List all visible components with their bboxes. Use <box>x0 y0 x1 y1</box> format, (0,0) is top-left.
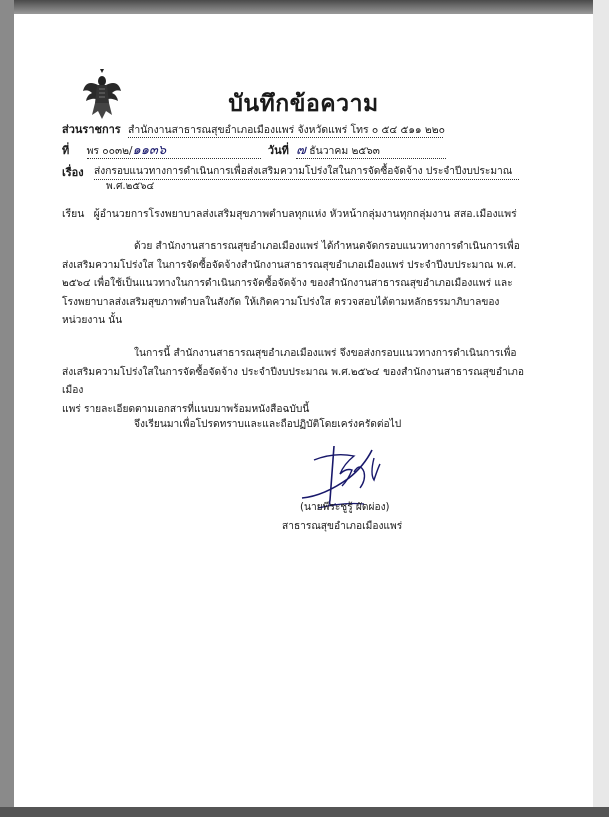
scan-edge-left <box>0 0 14 817</box>
signer-position: สาธารณสุขอำเภอเมืองแพร่ <box>282 521 403 532</box>
to-value: ผู้อำนวยการโรงพยาบาลส่งเสริมสุขภาพตำบลทุกแห่ง หัวหน้ากลุ่มงานทุกกลุ่มงาน สสอ.เมืองแพร่ <box>93 208 517 220</box>
agency-label: ส่วนราชการ <box>62 123 121 136</box>
ref-number: ๑๑๓๖ <box>132 143 167 158</box>
memo-page <box>14 14 593 807</box>
p1-line: ส่งเสริมความโปร่งใส ในการจัดซื้อจัดจ้างสำนักงานสาธารณสุขอำเภอเมืองแพร่ ประจำปีงบประมาณ พ.ศ. <box>62 259 517 271</box>
signer-name: (นายพีระชูรู้ ผัดผ่อง) <box>300 502 390 513</box>
to-label: เรียน <box>62 208 85 220</box>
date-label: วันที่ <box>267 144 289 157</box>
memo-title: บันทึกข้อความ <box>228 91 379 117</box>
p1-line: ด้วย สำนักงานสาธารณสุขอำเภอเมืองแพร่ ได้กำหนดจัดกรอบแนวทางการดำเนินการเพื่อ <box>134 241 520 252</box>
date-field <box>296 144 446 159</box>
date-rest: ธันวาคม ๒๕๖๓ <box>309 145 380 157</box>
date-day: ๗ <box>296 143 306 158</box>
paragraph-3: จึงเรียนมาเพื่อโปรดทราบและและถือปฏิบัติโดยเคร่งครัดต่อไป <box>134 419 402 430</box>
ref-date-row <box>62 144 446 159</box>
p1-line: ๒๕๖๔ เพื่อใช้เป็นแนวทางในการดำเนินการจัดซื้อจัดจ้าง ของสำนักงานสาธารณสุขอำเภอเมืองแพร่ และ <box>62 278 513 289</box>
ref-field <box>87 144 261 159</box>
p1-line: หน่วยงาน นั้น <box>62 315 123 326</box>
agency-value: สำนักงานสาธารณสุขอำเภอเมืองแพร่ จังหวัดแพร่ โทร ๐ ๕๔ ๕๑๑ ๒๒๐ <box>128 124 445 136</box>
subject-line-1: ส่งกรอบแนวทางการดำเนินการเพื่อส่งเสริมความโปร่งใสในการจัดซื้อจัดจ้าง ประจำปีงบประมาณ <box>94 165 519 180</box>
paragraph-2 <box>62 345 524 419</box>
agency-row <box>62 123 443 138</box>
scan-edge-right <box>593 0 609 817</box>
ref-prefix: พร ๐๐๓๒/ <box>86 145 133 157</box>
p2-line: ส่งเสริมความโปร่งใสในการจัดซื้อจัดจ้าง ประจำปีงบประมาณ พ.ศ.๒๕๖๔ ของสำนักงานสาธารณสุขอำเภอเมือง <box>62 366 524 396</box>
subject-block <box>94 165 519 194</box>
scan-edge-top <box>0 0 609 14</box>
p1-line: โรงพยาบาลส่งเสริมสุขภาพตำบลในสังกัด ให้เกิดความโปร่งใส ตรวจสอบได้ตามหลักธรรมาภิบาลของ <box>62 296 500 308</box>
subject-row <box>62 166 84 180</box>
paragraph-1 <box>62 238 524 331</box>
p2-line: ในการนี้ สำนักงานสาธารณสุขอำเภอเมืองแพร่ จึงขอส่งกรอบแนวทางการดำเนินการเพื่อ <box>134 348 517 359</box>
subject-label: เรื่อง <box>62 166 84 179</box>
scan-edge-bottom <box>0 807 609 817</box>
subject-line-2: พ.ศ.๒๕๖๔ <box>106 181 155 192</box>
to-row <box>62 207 517 221</box>
ref-label: ที่ <box>62 144 70 157</box>
p2-line: แพร่ รายละเอียดตามเอกสารที่แนบมาพร้อมหนังสือฉบับนี้ <box>62 403 310 415</box>
